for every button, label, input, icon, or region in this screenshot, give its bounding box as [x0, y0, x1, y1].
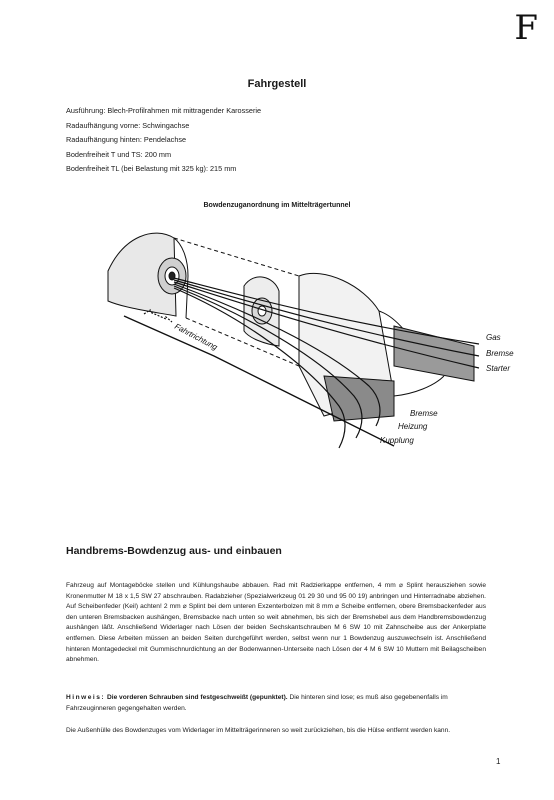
section-letter: F — [514, 8, 538, 48]
label-bremse-bottom: Bremse — [410, 409, 438, 418]
diagram-title: Bowdenzuganordnung im Mittelträgertunnel — [203, 202, 351, 209]
spec-item: Bodenfreiheit TL (bei Belastung mit 325 kg): 215 mm — [66, 164, 237, 174]
spec-item: Radaufhängung vorne: Schwingachse — [66, 120, 190, 130]
note-block — [66, 693, 486, 714]
body-paragraph: Fahrzeug auf Montageböcke stellen und Kühlungshaube abbauen. Rad mit Radzierkappe entfernen, 4 mm ⌀ Splint herausziehen sowie Kronenmutter M 18 x 1,5 SW 27 abschrauben. Radabzieher (Spezialwerkzeug 01 29 30 und 95 00 19) anbringen und Hinterradnabe abziehen. Auf Scheibenfeder (Keil) achten! 2 mm ⌀ Splint bei dem unteren Exzenterbolzen mit 8 mm ⌀ Scheibe entfernen, obere Bremsbackenfeder aus den unteren Bremsbacken aushängen, Bremsbacke nach unten so weit abnehmen, bis sich der Bremshebel aus dem Handbremsbowdenzug aushängen läßt. Anschließend Widerlager nach Lösen der beiden Sechskantschrauben M 6 SW 10 mit Zahnscheibe aus der Ankerplatte entfernen. Diese Arbeiten müssen an beiden Seiten durchgeführt werden, selbst wenn nur 1 Bowdenzug auszuwechseln ist. Anschließend hinteren Montagedeckel mit Gummischnurdichtung an der Bodenwannen-Unterseite nach Lösen der 4 M 6 SW 10 Muttern mit Beilagscheiben abnehmen. — [66, 582, 486, 664]
note-label: Hinweis: — [66, 694, 106, 701]
label-heizung: Heizung — [398, 422, 428, 431]
spec-list — [66, 104, 261, 177]
label-gas: Gas — [486, 333, 501, 342]
page-number: 1 — [496, 757, 501, 766]
bowden-cable-diagram — [94, 216, 524, 466]
note-bold-text: Die vorderen Schrauben sind festgeschweißt (gepunktet). — [106, 694, 288, 701]
note-text: Die hinteren sind lose; es muß also gegebenenfalls im Fahrzeuginneren gegengehalten werden. — [66, 694, 448, 712]
section-heading: Handbrems-Bowdenzug aus- und einbauen — [66, 545, 282, 557]
body-paragraph-2: Die Außenhülle des Bowdenzuges vom Widerlager im Mittelträgerinneren so weit zurückziehen, bis die Hülse entfernt werden kann. — [66, 727, 451, 734]
label-fahrtrichtung: Fahrtrichtung — [173, 321, 219, 352]
spec-item: Radaufhängung hinten: Pendelachse — [66, 135, 187, 145]
spec-item: Ausführung: Blech-Profilrahmen mit mittragender Karosserie — [66, 106, 262, 115]
label-bremse-right: Bremse — [486, 349, 514, 358]
spec-item: Bodenfreiheit T und TS: 200 mm — [66, 149, 172, 159]
label-starter: Starter — [486, 364, 511, 373]
page-title: Fahrgestell — [247, 78, 307, 90]
label-kupplung: Kupplung — [380, 436, 414, 445]
